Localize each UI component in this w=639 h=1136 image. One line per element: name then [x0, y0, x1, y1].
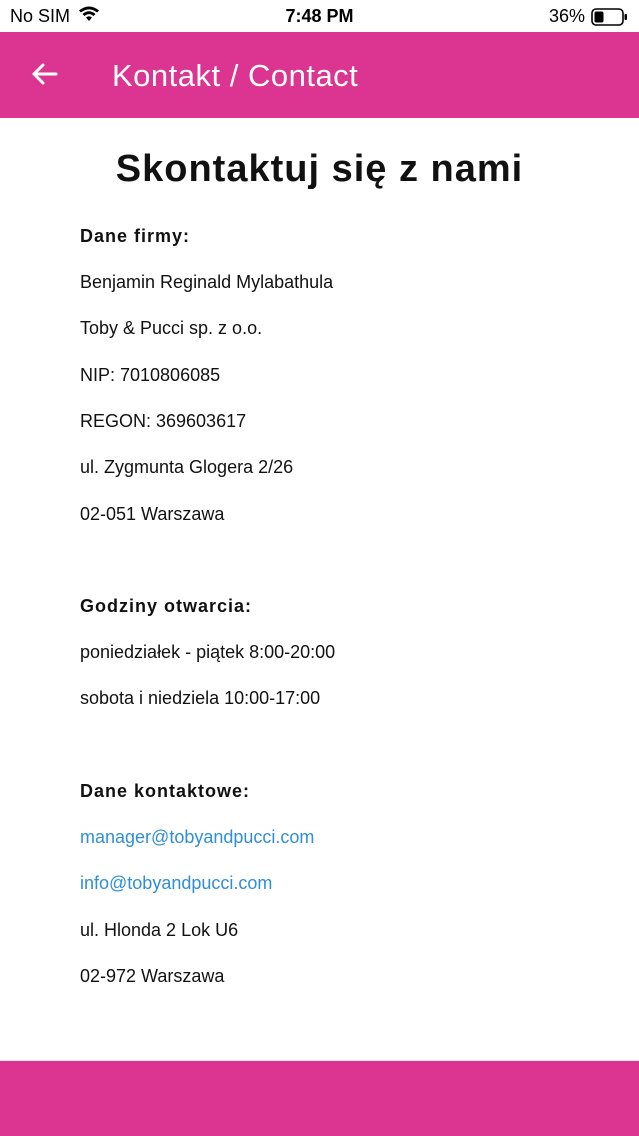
- bottom-bar: [0, 1060, 639, 1136]
- info-email-link[interactable]: info@tobyandpucci.com: [80, 873, 273, 893]
- hours-line: sobota i niedziela 10:00-17:00: [80, 688, 321, 708]
- status-time: 7:48 PM: [285, 6, 354, 26]
- contact-section-title: Dane kontaktowe:: [80, 781, 251, 801]
- company-line: 02-051 Warszawa: [80, 504, 225, 524]
- contact-content: [0, 118, 639, 1060]
- manager-email-link[interactable]: manager@tobyandpucci.com: [80, 827, 315, 847]
- company-line: Toby & Pucci sp. z o.o.: [80, 318, 263, 338]
- page-title: Skontaktuj się z nami: [115, 148, 524, 190]
- contact-address-line1: ul. Hlonda 2 Lok U6: [80, 920, 239, 940]
- company-line: Benjamin Reginald Mylabathula: [80, 272, 334, 292]
- hours-section-title: Godziny otwarcia:: [80, 596, 253, 616]
- battery-icon: [591, 8, 629, 26]
- company-section-title: Dane firmy:: [80, 226, 191, 246]
- status-right: [549, 6, 629, 27]
- battery-percent: 36%: [548, 6, 585, 26]
- app-bar: [0, 32, 639, 118]
- arrow-left-icon: [30, 62, 58, 91]
- manager-email-line: [80, 827, 314, 848]
- company-line: REGON: 369603617: [80, 411, 247, 431]
- back-button[interactable]: [24, 56, 64, 96]
- carrier-label: No SIM: [10, 6, 71, 26]
- status-bar: [0, 0, 639, 32]
- hours-line: poniedziałek - piątek 8:00-20:00: [80, 642, 336, 662]
- app-title: Kontakt / Contact: [112, 58, 359, 93]
- info-email-line: [80, 873, 272, 894]
- company-line: ul. Zygmunta Glogera 2/26: [80, 457, 294, 477]
- contact-address-line2: 02-972 Warszawa: [80, 966, 225, 986]
- company-line: NIP: 7010806085: [80, 365, 221, 385]
